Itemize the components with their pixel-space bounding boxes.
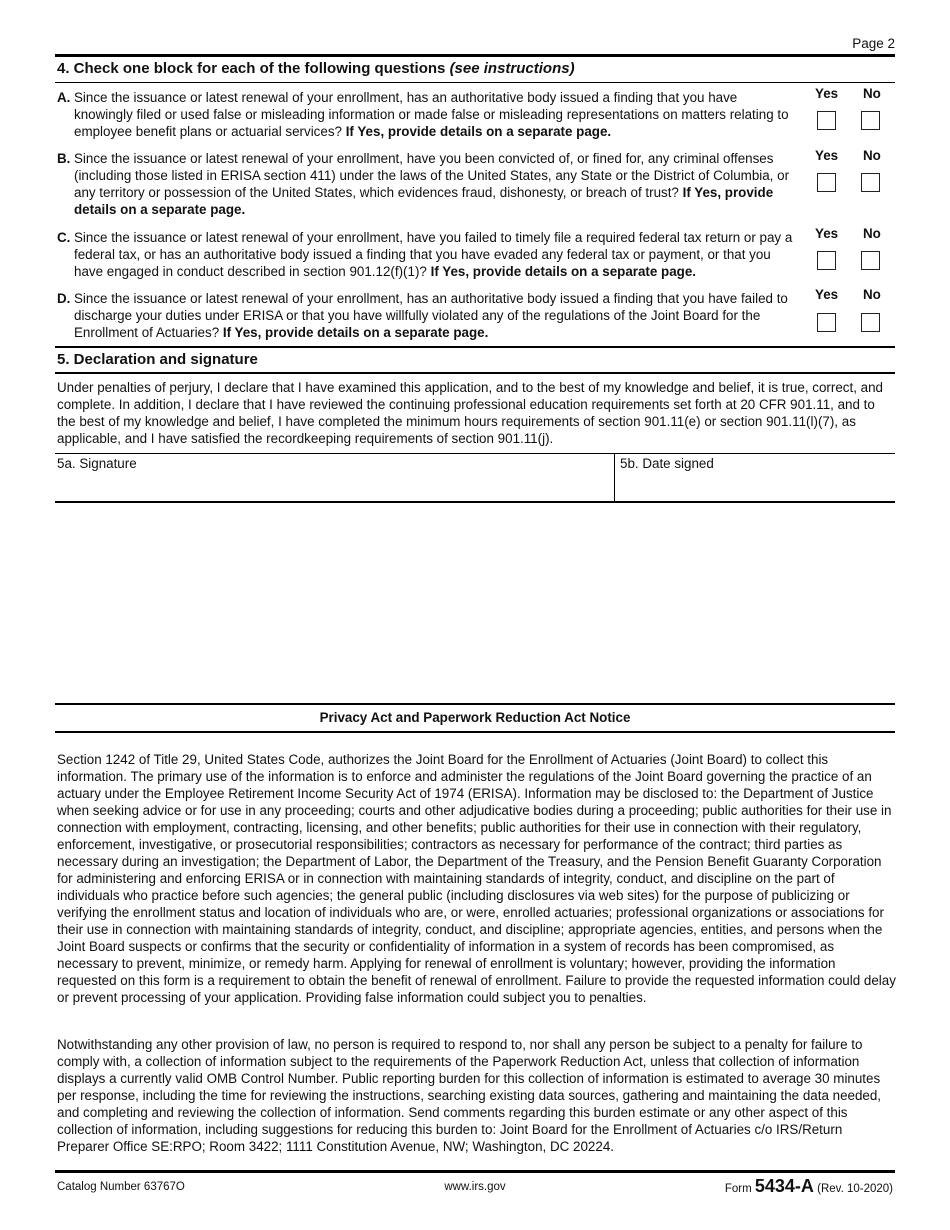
question-b-yes-checkbox[interactable] [817, 173, 836, 192]
section4-title: 4. Check one block for each of the following questions (see instructions) [57, 60, 575, 77]
no-label: No [863, 226, 881, 241]
question-c-yes-checkbox[interactable] [817, 251, 836, 270]
question-instruction: If Yes, provide details on a separate page. [74, 185, 774, 217]
date-signed-label: 5b. Date signed [620, 456, 714, 471]
question-text: Since the issuance or latest renewal of your enrollment, has an authoritative body issued a finding that you have failed to discharge your duties under ERISA or that you have willfully violated any of the regulations of the Joint Board for the Enrollment of Actuaries? [74, 291, 788, 340]
question-letter: B. [57, 151, 71, 166]
yes-label: Yes [815, 148, 839, 163]
privacy-paragraph-1: Section 1242 of Title 29, United States Code, authorizes the Joint Board for the Enrollment of Actuaries (Joint Board) to collect this information. The primary use of the information is to enforce and administer the regulations of the Joint Board governing the practice of an actuary under the Employee Retirement Income Security Act of 1974 (ERISA). Information may be disclosed to: the Department of Justice when seeking advice or for use in any proceeding; courts and other adjudicative bodies during a proceeding; public authorities for their use in connection with employment, contracting, licensing, and other benefits; public authorities for their use in connection with their regulatory, enforcement, investigative, or prosecutorial responsibilities; contractors as necessary for performance of the contract; third parties as necessary during an investigation; the Department of Labor, the Department of the Treasury, and the Pension Benefit Guaranty Corporation for administering and enforcing ERISA or in connection with maintaining standards of integrity, conduct, and discipline on the part of individuals who practice before such agencies; the general public (including disclosures via web sites) for the purpose of publicizing or verifying the enrollment status and location of individuals who are, or were, enrolled actuaries; professional organizations or associations for their use in connection with maintaining standards of integrity, conduct, and discipline; appropriate agencies, entities, and persons when the Joint Board suspects or confirms that the security or confidentiality of information in a system of records has been compromised, as necessary to prevent, minimize, or remedy harm. Applying for renewal of enrollment is voluntary; however, providing the information requested on this form is a requirement to obtain the benefit of renewal of enrollment. Failure to provide the requested information could delay or prevent processing of your application. Providing false information could subject you to penalties. [57, 752, 896, 1005]
question-letter: A. [57, 90, 71, 105]
form-page [55, 0, 895, 1230]
privacy-title: Privacy Act and Paperwork Reduction Act Notice [319, 710, 631, 725]
question-instruction: If Yes, provide details on a separate page. [345, 124, 612, 139]
question-text: Since the issuance or latest renewal of your enrollment, has an authoritative body issued a finding that you have knowingly filed or used false or misleading information or made false or misleading representations on matters relating to employee benefit plans or actuarial services? [74, 90, 789, 139]
catalog-number: Catalog Number 63767O [57, 1181, 185, 1193]
question-text: Since the issuance or latest renewal of your enrollment, have you been convicted of, or fined for, any criminal offenses (including those listed in ERISA section 411) under the laws of the United States, any State or the District of Columbia, or any territory or possession of the United States, which evidences fraud, dishonesty, or breach of trust? [74, 151, 790, 200]
question-text: Since the issuance or latest renewal of your enrollment, have you failed to timely file a required federal tax return or pay a federal tax, or has an authoritative body issued a finding that you have evaded any federal tax or payment, or that you have engaged in conduct described in section 901.12(f)(1)? [74, 230, 793, 279]
yes-label: Yes [815, 287, 839, 302]
privacy-title-rule [55, 731, 895, 733]
footer-rule [55, 1170, 895, 1173]
no-label: No [863, 148, 881, 163]
question-b-no-checkbox[interactable] [861, 173, 880, 192]
privacy-top-rule [55, 703, 895, 705]
yes-label: Yes [815, 226, 839, 241]
section5-top-rule [55, 346, 895, 348]
question-letter: C. [57, 230, 71, 245]
question-d-no-checkbox[interactable] [861, 313, 880, 332]
no-label: No [863, 287, 881, 302]
no-label: No [863, 86, 881, 101]
form-number: 5434-A [754, 1176, 814, 1196]
section5-title-rule [55, 372, 895, 374]
question-c-no-checkbox[interactable] [861, 251, 880, 270]
signature-label: 5a. Signature [57, 456, 137, 471]
signature-top-rule [55, 453, 895, 454]
section4-top-rule [55, 54, 895, 57]
form-revision: (Rev. 10-2020) [817, 1183, 893, 1195]
website-text[interactable]: www.irs.gov [444, 1181, 506, 1193]
question-d-yes-checkbox[interactable] [817, 313, 836, 332]
signature-bottom-rule [55, 501, 895, 503]
section4-title-rule [55, 82, 895, 83]
signature-divider [614, 453, 615, 502]
question-instruction: If Yes, provide details on a separate page. [430, 264, 697, 279]
form-prefix: Form [724, 1183, 752, 1195]
yes-label: Yes [815, 86, 839, 101]
declaration-text: Under penalties of perjury, I declare that I have examined this application, and to the best of my knowledge and belief, it is true, correct, and complete. In addition, I declare that I have reviewed the continuing professional education requirements set forth at 20 CFR 901.11, and to the best of my knowledge and belief, I have completed the minimum hours requirements of section 901.11(e) or section 901.11(l)(7), as applicable, and I have satisfied the recordkeeping requirements of section 901.11(j). [57, 380, 883, 446]
question-d [57, 290, 797, 341]
question-c [57, 229, 797, 280]
date-signed-field[interactable] [617, 470, 893, 500]
question-b [57, 150, 797, 218]
section5-title: 5. Declaration and signature [57, 351, 258, 368]
form-identifier [725, 1176, 893, 1197]
question-instruction: If Yes, provide details on a separate page. [222, 325, 489, 340]
question-a [57, 89, 797, 140]
question-a-yes-checkbox[interactable] [817, 111, 836, 130]
signature-field[interactable] [55, 470, 613, 500]
privacy-paragraph-2: Notwithstanding any other provision of law, no person is required to respond to, nor shall any person be subject to a penalty for failure to comply with, a collection of information subject to the requirements of the Paperwork Reduction Act, unless that collection of information displays a currently valid OMB Control Number. Public reporting burden for this collection of information is estimated to average 30 minutes per response, including the time for reviewing the instructions, searching existing data sources, gathering and maintaining the data needed, and completing and reviewing the collection of information. Send comments regarding this burden estimate or any other aspect of this collection of information, including suggestions for reducing this burden to: Joint Board for the Enrollment of Actuaries c/o IRS/Return Preparer Office SE:RPO; Room 3422; 1111 Constitution Avenue, NW; Washington, DC 20224. [57, 1037, 882, 1154]
question-a-no-checkbox[interactable] [861, 111, 880, 130]
question-letter: D. [57, 291, 71, 306]
page-number: Page 2 [852, 36, 895, 51]
